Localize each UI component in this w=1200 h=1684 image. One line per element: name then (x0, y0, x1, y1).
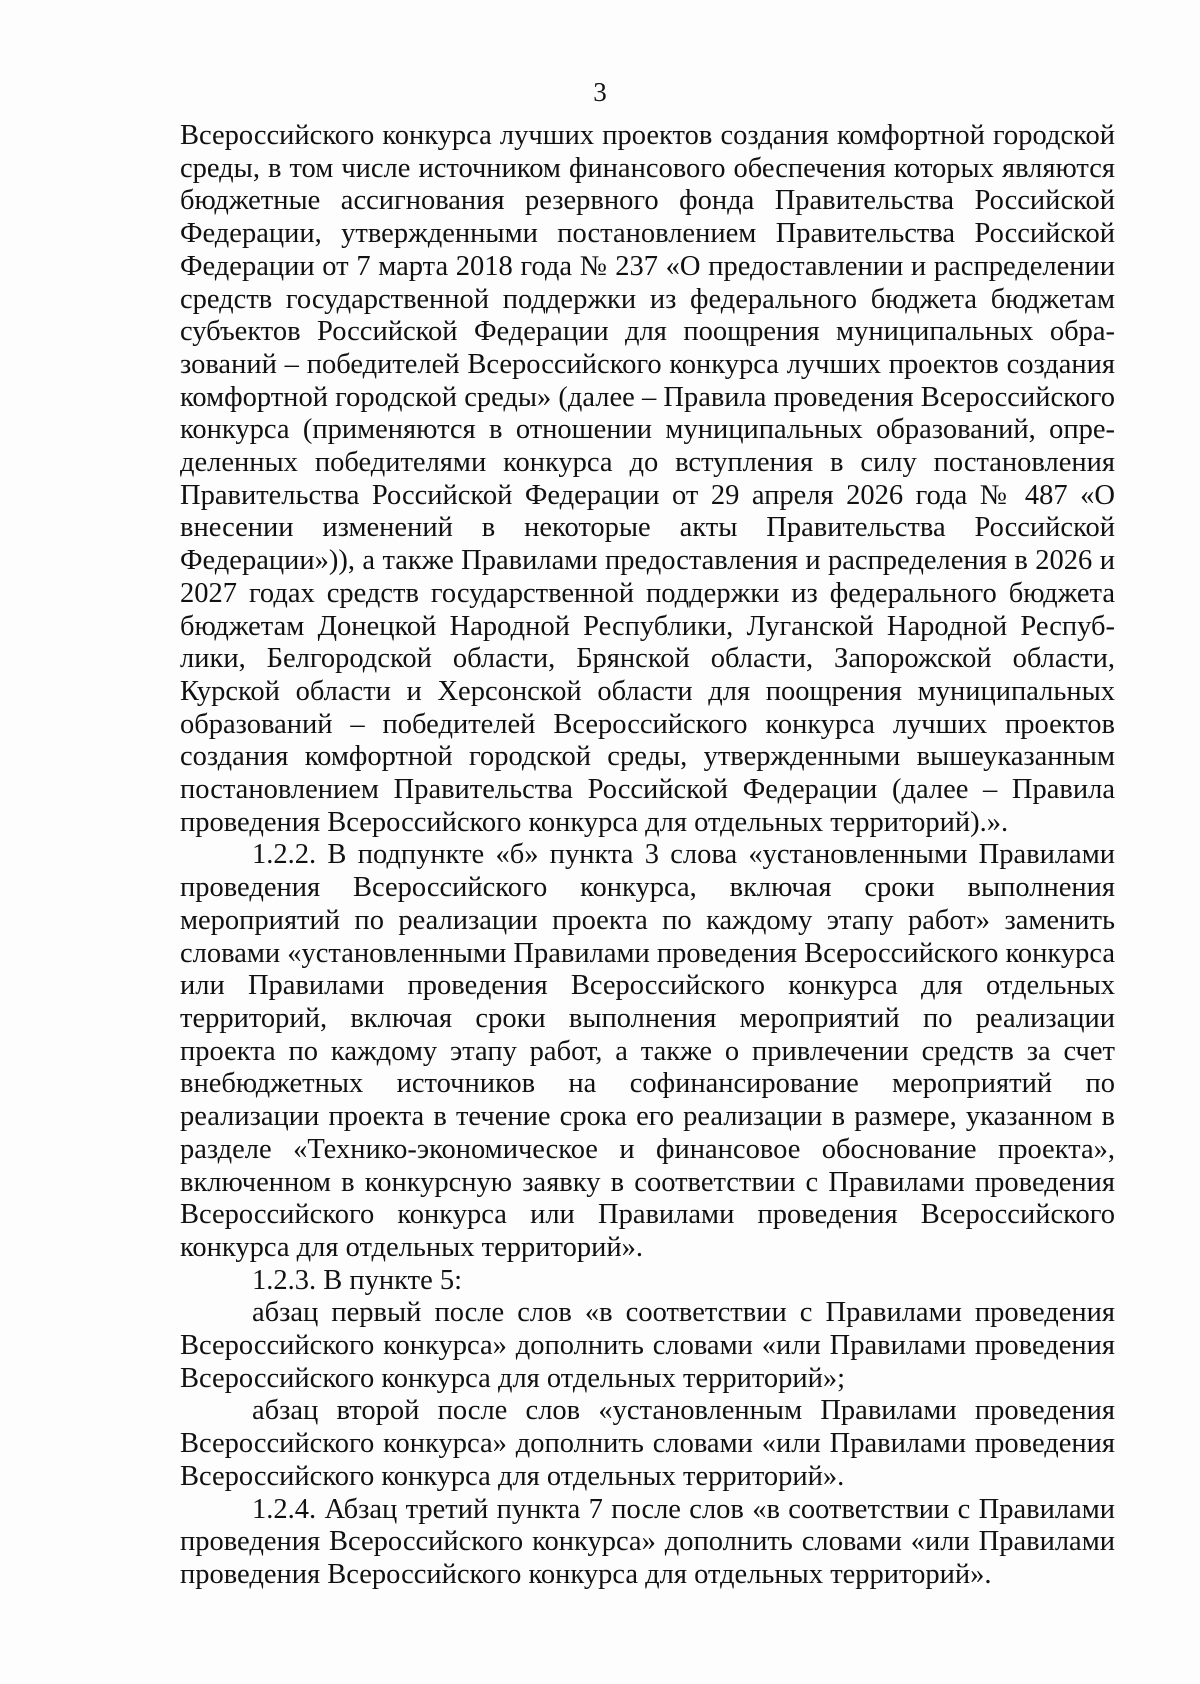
paragraph-1-2-2: 1.2.2. В подпункте «б» пункта 3 слова «установленными Правилами проведения Всероссийского конкурса, включая сроки выполнения мероприятий по реализации проекта по каждому этапу работ» заменить словами «установленными Правилами проведения Всероссийского конкурса или Правилами проведения Всероссийского конкурса для отдельных территорий, включая сроки выполнения мероприятий по реализации проекта по каждому этапу работ, а также о привлечении средств за счет внебюджетных источников на софинансирование мероприятий по реализации проекта в течение срока его реализации в размере, указанном в разделе «Технико-экономическое и финансовое обоснование проекта», включенном в конкурсную заявку в соответствии с Правилами проведения Всероссийского конкурса или Правилами проведения Всероссийского конкурса для отдельных территорий». (180, 839, 1115, 1263)
paragraph-1-2-3: 1.2.3. В пункте 5: (252, 1264, 463, 1296)
paragraph-abzac-1: абзац первый после слов «в соответствии с Правилами проведения Всероссийского конкурса» дополнить словами «или Правилами проведения Всероссийского конкурса для отдельных территорий»; (180, 1297, 1115, 1394)
page-number: 3 (593, 77, 607, 107)
paragraph-1-2-4: 1.2.4. Абзац третий пункта 7 после слов «в соответствии с Правилами проведения Всероссийского конкурса» дополнить словами «или Правилами проведения Всероссийского конкурса для отдельных территорий». (180, 1493, 1115, 1590)
document-body (180, 120, 1115, 1592)
paragraph-abzac-2: абзац второй после слов «установленным Правилами проведения Всероссийского конкурса» дополнить словами «или Правилами проведения Всероссийского конкурса для отдельных территорий». (180, 1395, 1115, 1492)
paragraph-continuation: Всероссийского конкурса лучших проектов создания комфортной городской среды, в том числе источником финансового обеспечения которых являются бюджетные ассигнования резервного фонда Правительства Российской Федерации, утвержденными постановлением Правительства Российской Федерации от 7 марта 2018 года № 237 «О предоставлении и распределении средств государственной поддержки из федерального бюджета бюджетам субъектов Российской Федерации для поощрения муниципальных образований – победителей Всероссийского конкурса лучших проектов создания комфортной городской среды» (далее – Правила проведения Всероссийского конкурса (применяются в отношении муниципальных образований, определенных победителями конкурса до вступления в силу постановления Правительства Российской Федерации от 29 апреля 2026 года № 487 «О внесении изменений в некоторые акты Правительства Российской Федерации»)), а также Правилами предоставления и распределения в 2026 и 2027 годах средств государственной поддержки из федерального бюджета бюджетам Донецкой Народной Республики, Луганской Народной Республики, Белгородской области, Брянской области, Запорожской области, Курской области и Херсонской области для поощрения муниципальных образований – победителей Всероссийского конкурса лучших проектов создания комфортной городской среды, утвержденными вышеуказанным постановлением Правительства Российской Федерации (далее – Правила проведения Всероссийского конкурса для отдельных территорий).». (180, 120, 1115, 838)
